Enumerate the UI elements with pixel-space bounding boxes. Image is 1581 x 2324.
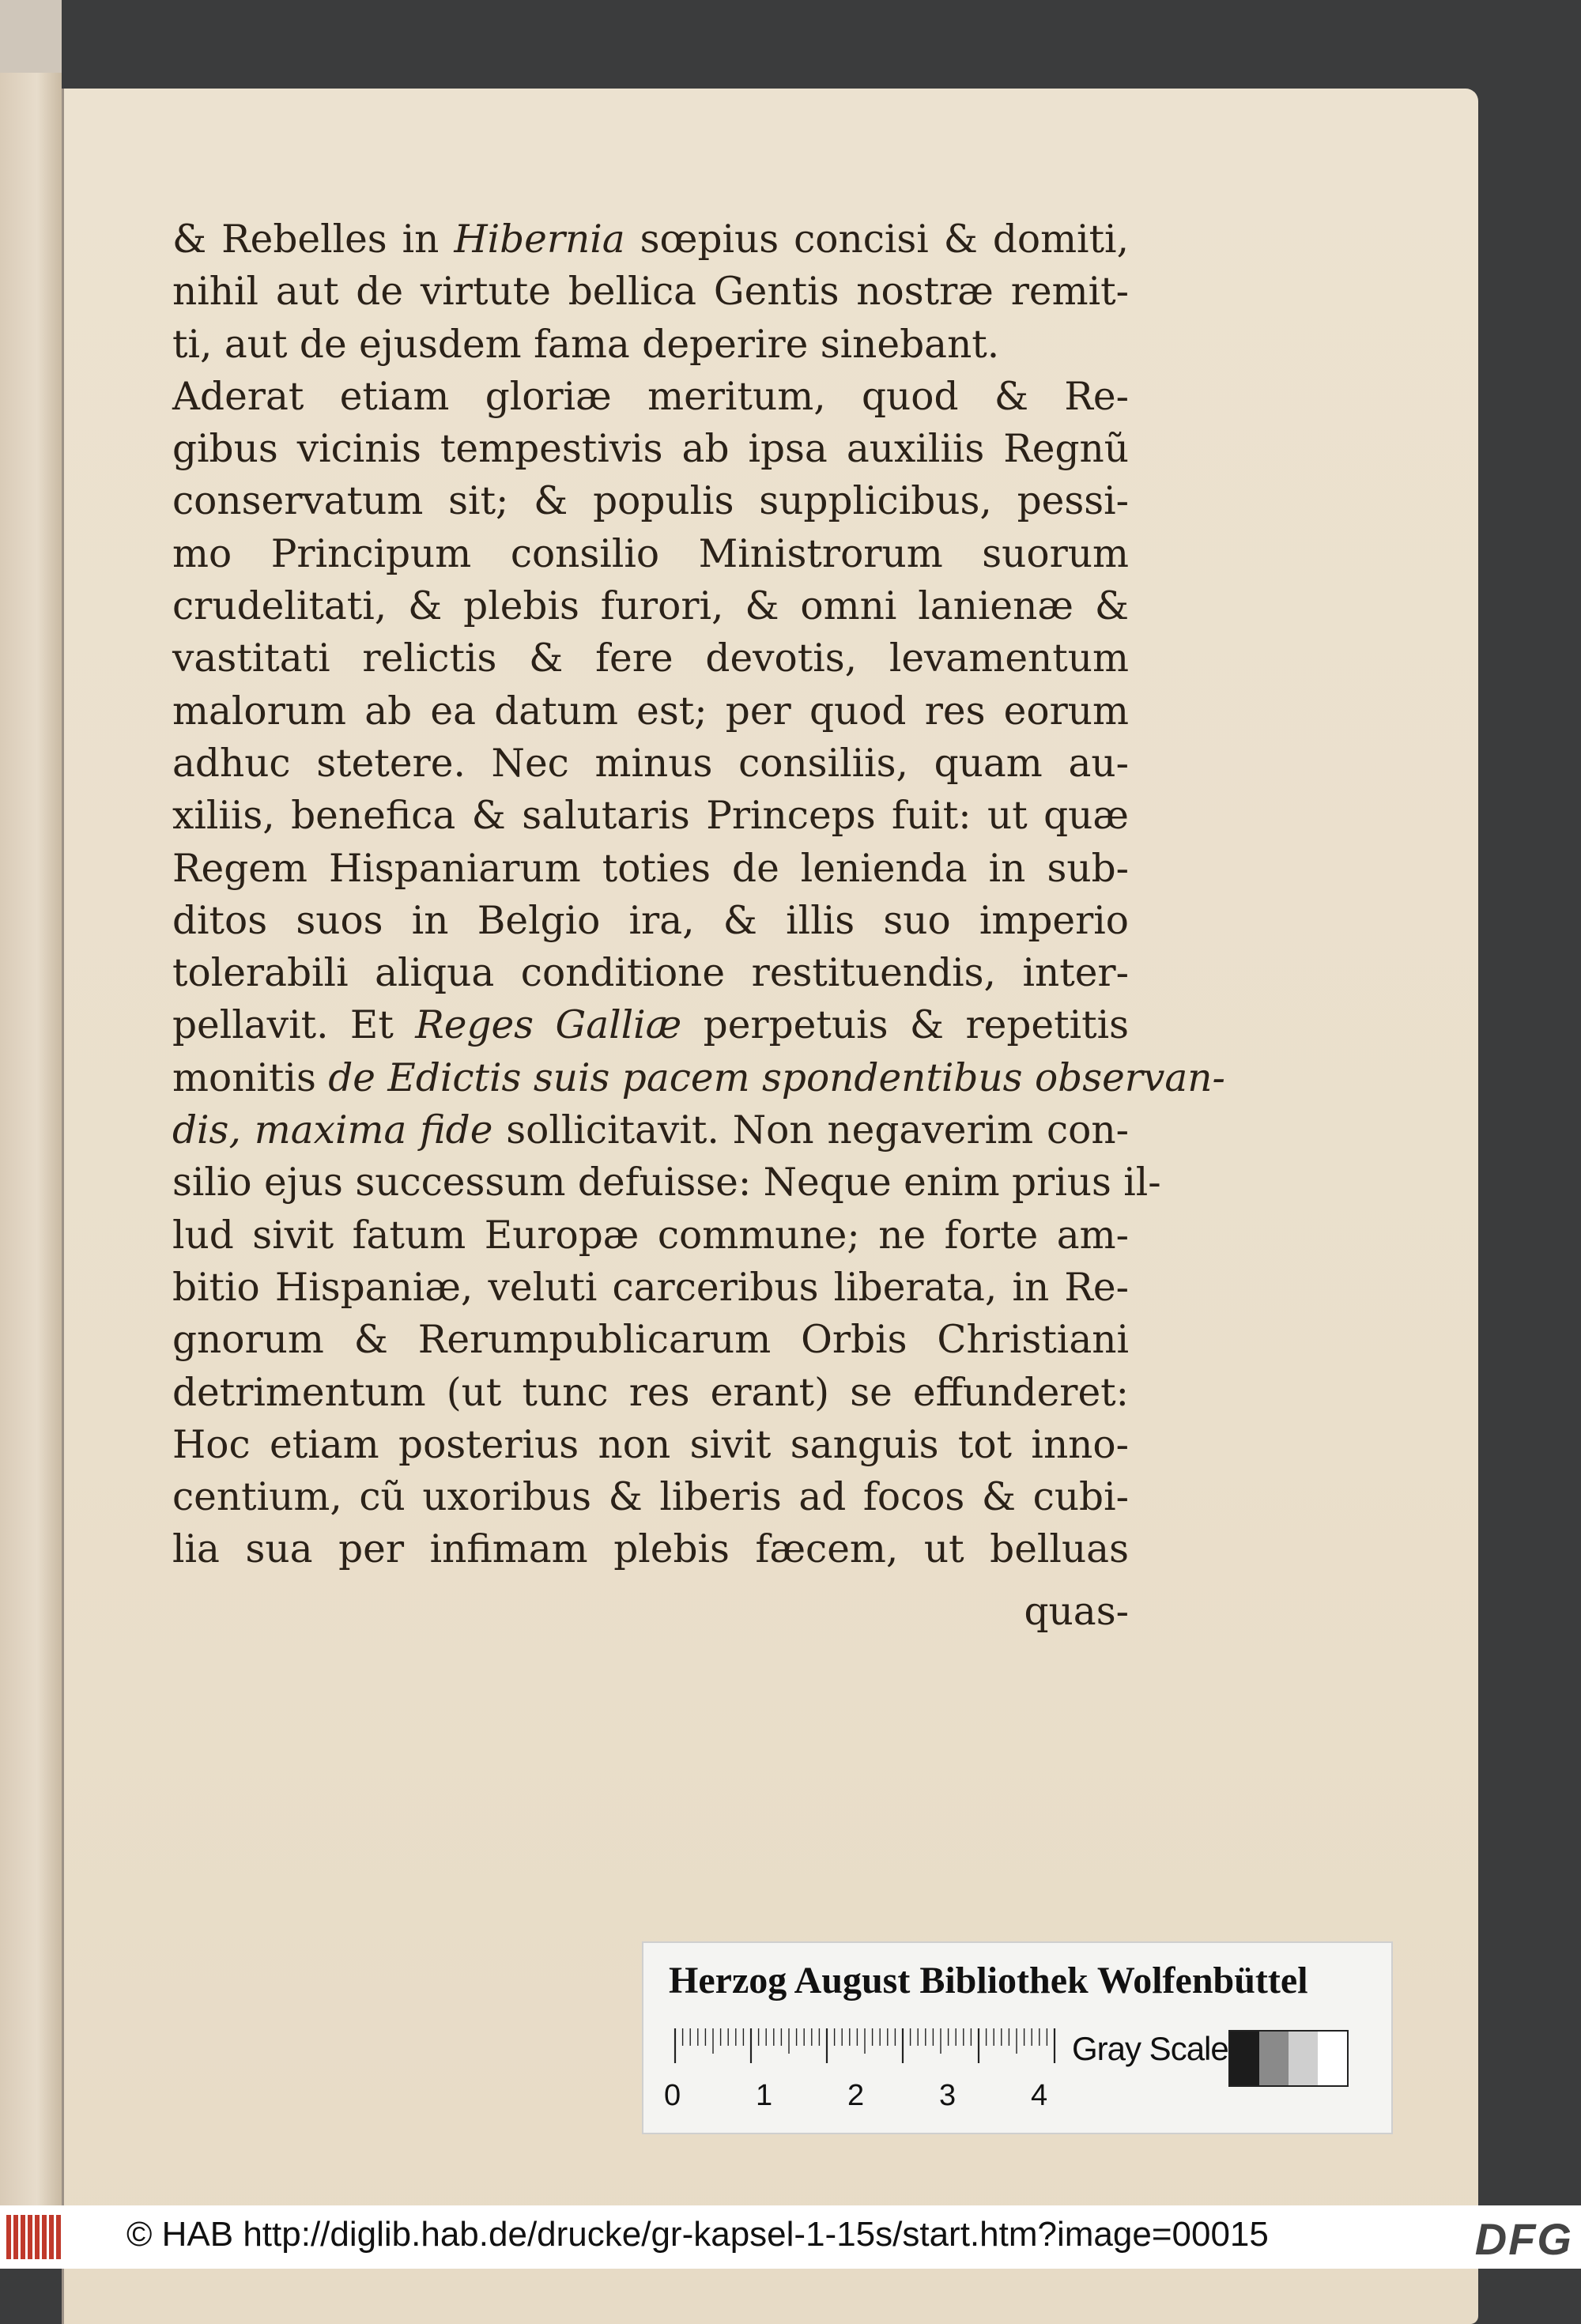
- text-span: Hoc etiam posterius non sivit sanguis tot inno-: [172, 1422, 1129, 1467]
- text-span: sollicitavit. Non negaverim con-: [492, 1108, 1129, 1153]
- text-line: [172, 632, 1129, 685]
- text-span: centium, cũ uxoribus & liberis ad focos & cubi-: [172, 1475, 1129, 1520]
- text-span: lia sua per infimam plebis fæcem, ut belluas: [172, 1527, 1129, 1572]
- footer-source-link[interactable]: © HAB http://diglib.hab.de/drucke/gr-kapsel-1-15s/start.htm?image=00015: [126, 2215, 1269, 2254]
- text-line: [172, 947, 1129, 999]
- text-span: ti, aut de ejusdem fama deperire sinebant.: [172, 322, 1000, 367]
- text-line: [172, 895, 1129, 947]
- text-line: [172, 580, 1129, 632]
- text-line: [172, 738, 1129, 790]
- text-span: pellavit. Et: [172, 1003, 416, 1048]
- ruler-number: 1: [756, 2079, 773, 2112]
- text-span: crudelitati, & plebis furori, & omni lanienæ &: [172, 584, 1129, 629]
- italic-text: Hibernia: [454, 217, 625, 262]
- text-span: perpetuis & repetitis: [681, 1003, 1129, 1048]
- text-span: monitis: [172, 1055, 329, 1100]
- text-span: ditos suos in Belgio ira, & illis suo imperio: [172, 898, 1129, 943]
- text-line: [172, 1156, 1161, 1209]
- text-line: [172, 213, 1129, 266]
- text-line: [172, 685, 1129, 738]
- text-span: Aderat etiam gloriæ meritum, quod & Re-: [172, 374, 1129, 419]
- text-line: [172, 843, 1129, 895]
- text-span: bitio Hispaniæ, veluti carceribus liberata, in Re-: [172, 1265, 1129, 1310]
- text-line: [172, 1262, 1129, 1314]
- page-text: [172, 213, 1225, 1638]
- dfg-logo: DFG: [1474, 2214, 1573, 2264]
- text-span: vastitati relictis & fere devotis, levamentum: [172, 636, 1129, 681]
- text-span: lud sivit fatum Europæ commune; ne forte am-: [172, 1213, 1129, 1258]
- text-line: [172, 1209, 1129, 1262]
- gray-swatch: [1259, 2032, 1289, 2085]
- text-span: adhuc stetere. Nec minus consiliis, quam au-: [172, 741, 1129, 786]
- footer-bar: [0, 2205, 1581, 2269]
- text-line: [172, 1052, 1225, 1104]
- text-line: [172, 790, 1129, 842]
- text-line: [172, 528, 1129, 580]
- text-span: mo Principum consilio Ministrorum suorum: [172, 531, 1129, 576]
- text-line: [172, 371, 1129, 423]
- text-span: malorum ab ea datum est; per quod res eorum: [172, 689, 1129, 734]
- text-span: conservatum sit; & populis supplicibus, pessi-: [172, 479, 1129, 524]
- ruler-number: 4: [1031, 2079, 1048, 2112]
- adjacent-page-edge: [0, 0, 62, 2205]
- text-span: sœpius concisi & domiti,: [624, 217, 1129, 262]
- text-span: & Rebelles in: [172, 217, 455, 262]
- hab-logo-icon: [6, 2215, 70, 2259]
- text-span: nihil aut de virtute bellica Gentis nostræ remit-: [172, 270, 1129, 315]
- catchword: quas-: [1024, 1589, 1129, 1634]
- italic-text: de Edictis suis pacem spondentibus observan-: [328, 1055, 1225, 1100]
- gray-scale-label: Gray Scale: [1072, 2030, 1228, 2067]
- gray-swatch: [1318, 2032, 1347, 2085]
- text-span: tolerabili aliqua conditione restituendis, inter-: [172, 951, 1129, 996]
- gray-scale-swatches: [1228, 2030, 1349, 2087]
- gray-swatch: [1289, 2032, 1318, 2085]
- text-line: [172, 1367, 1129, 1419]
- gray-swatch: [1230, 2032, 1259, 2085]
- text-line: [172, 423, 1129, 475]
- text-span: gnorum & Rerumpublicarum Orbis Christiani: [172, 1318, 1129, 1363]
- text-span: Regem Hispaniarum toties de lenienda in sub-: [172, 846, 1129, 891]
- text-span: gibus vicinis tempestivis ab ipsa auxiliis Regnũ: [172, 427, 1129, 472]
- library-name: Herzog August Bibliothek Wolfenbüttel: [669, 1960, 1308, 2001]
- ruler-number: 2: [847, 2079, 865, 2112]
- text-line: [172, 1471, 1129, 1523]
- ruler-number: 3: [939, 2079, 957, 2112]
- italic-text: Reges Galliæ: [415, 1003, 682, 1048]
- text-span: silio ejus successum defuisse: Neque enim prius il-: [172, 1160, 1161, 1205]
- text-line: [172, 1104, 1129, 1156]
- adjacent-page-top: [0, 0, 62, 73]
- text-line: [172, 1523, 1129, 1575]
- ruler-number: 0: [664, 2079, 681, 2112]
- text-span: detrimentum (ut tunc res erant) se effunderet:: [172, 1370, 1129, 1415]
- italic-text: dis, maxima fide: [172, 1108, 493, 1153]
- text-span: xiliis, benefica & salutaris Princeps fuit: ut quæ: [172, 794, 1129, 839]
- text-line: [172, 319, 1129, 371]
- text-line: [172, 1314, 1129, 1366]
- text-line: [172, 475, 1129, 527]
- text-line: [172, 999, 1129, 1051]
- measurement-ruler: [672, 2028, 1067, 2066]
- text-line: [172, 1419, 1129, 1471]
- library-label: [642, 1941, 1393, 2134]
- text-line: [172, 266, 1129, 318]
